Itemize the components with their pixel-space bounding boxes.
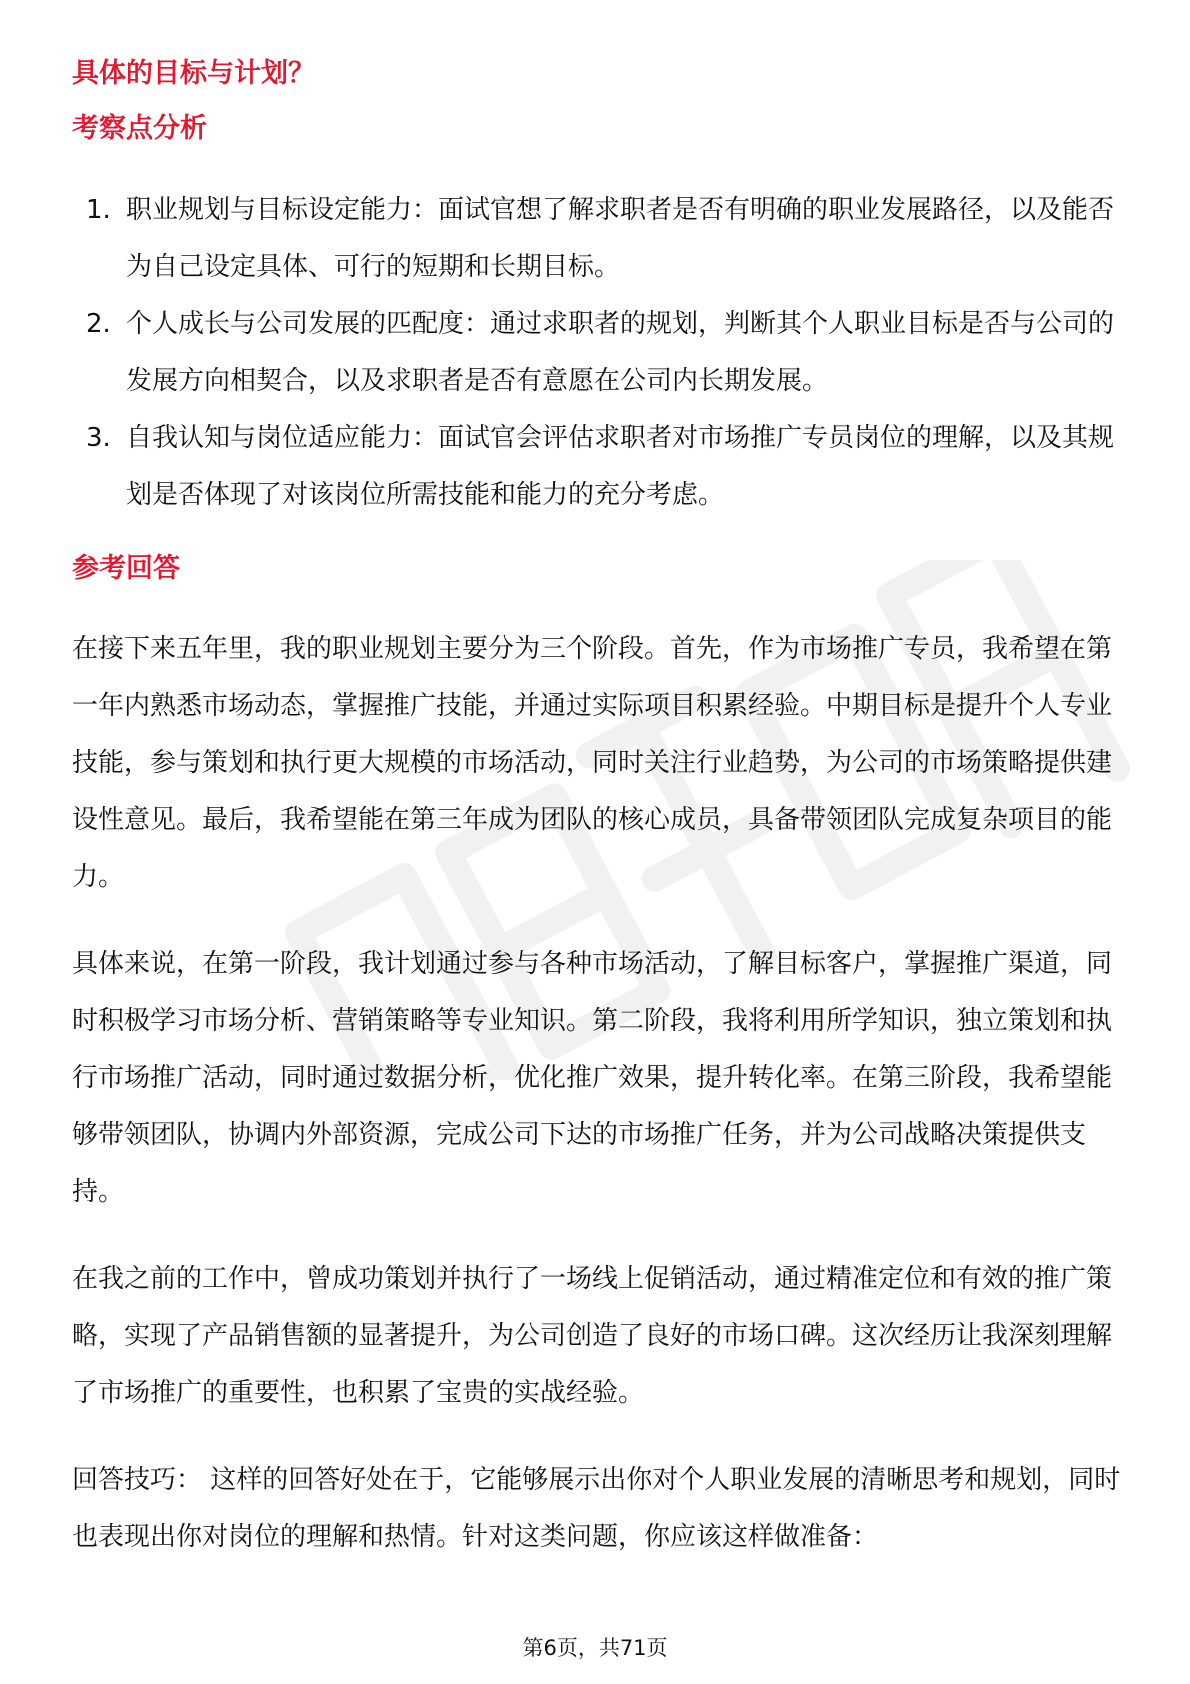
analysis-heading: 考察点分析 xyxy=(72,113,207,144)
list-item xyxy=(72,182,1124,296)
list-item-text: 自我认知与岗位适应能力：面试官会评估求职者对市场推广专员岗位的理解，以及其规划是否体现了对该岗位所需技能和能力的充分考虑。 xyxy=(126,423,1115,510)
answer-paragraph: 在接下来五年里，我的职业规划主要分为三个阶段。首先，作为市场推广专员，我希望在第一年内熟悉市场动态，掌握推广技能，并通过实际项目积累经验。中期目标是提升个人专业技能，参与策划和执行更大规模的市场活动，同时关注行业趋势，为公司的市场策略提供建设性意见。最后，我希望能在第三年成为团队的核心成员，具备带领团队完成复杂项目的能力。 xyxy=(72,634,1113,892)
list-number: 3. xyxy=(86,423,111,453)
list-item-text: 个人成长与公司发展的匹配度：通过求职者的规划，判断其个人职业目标是否与公司的发展方向相契合，以及求职者是否有意愿在公司内长期发展。 xyxy=(126,309,1115,396)
list-number: 1. xyxy=(86,195,111,225)
list-item-text: 职业规划与目标设定能力：面试官想了解求职者是否有明确的职业发展路径，以及能否为自己设定具体、可行的短期和长期目标。 xyxy=(126,195,1115,282)
answer-paragraph: 在我之前的工作中，曾成功策划并执行了一场线上促销活动，通过精准定位和有效的推广策略，实现了产品销售额的显著提升，为公司创造了良好的市场口碑。这次经历让我深刻理解了市场推广的重要性，也积累了宝贵的实战经验。 xyxy=(72,1264,1113,1408)
list-item xyxy=(72,296,1124,410)
list-number: 2. xyxy=(86,309,111,339)
answer-heading: 参考回答 xyxy=(72,553,180,584)
page-number: 第6页，共71页 xyxy=(522,1636,668,1660)
list-item xyxy=(72,410,1124,524)
analysis-list xyxy=(72,182,1124,524)
document-body xyxy=(72,44,1124,1566)
answer-paragraph: 具体来说，在第一阶段，我计划通过参与各种市场活动，了解目标客户，掌握推广渠道，同时积极学习市场分析、营销策略等专业知识。第二阶段，我将利用所学知识，独立策划和执行市场推广活动，同时通过数据分析，优化推广效果，提升转化率。在第三阶段，我希望能够带领团队，协调内外部资源，完成公司下达的市场推广任务，并为公司战略决策提供支持。 xyxy=(72,949,1113,1207)
question-heading: 具体的目标与计划？ xyxy=(72,58,315,89)
tips-paragraph: 回答技巧： 这样的回答好处在于，它能够展示出你对个人职业发展的清晰思考和规划，同时也表现出你对岗位的理解和热情。针对这类问题，你应该这样做准备： xyxy=(72,1465,1121,1552)
